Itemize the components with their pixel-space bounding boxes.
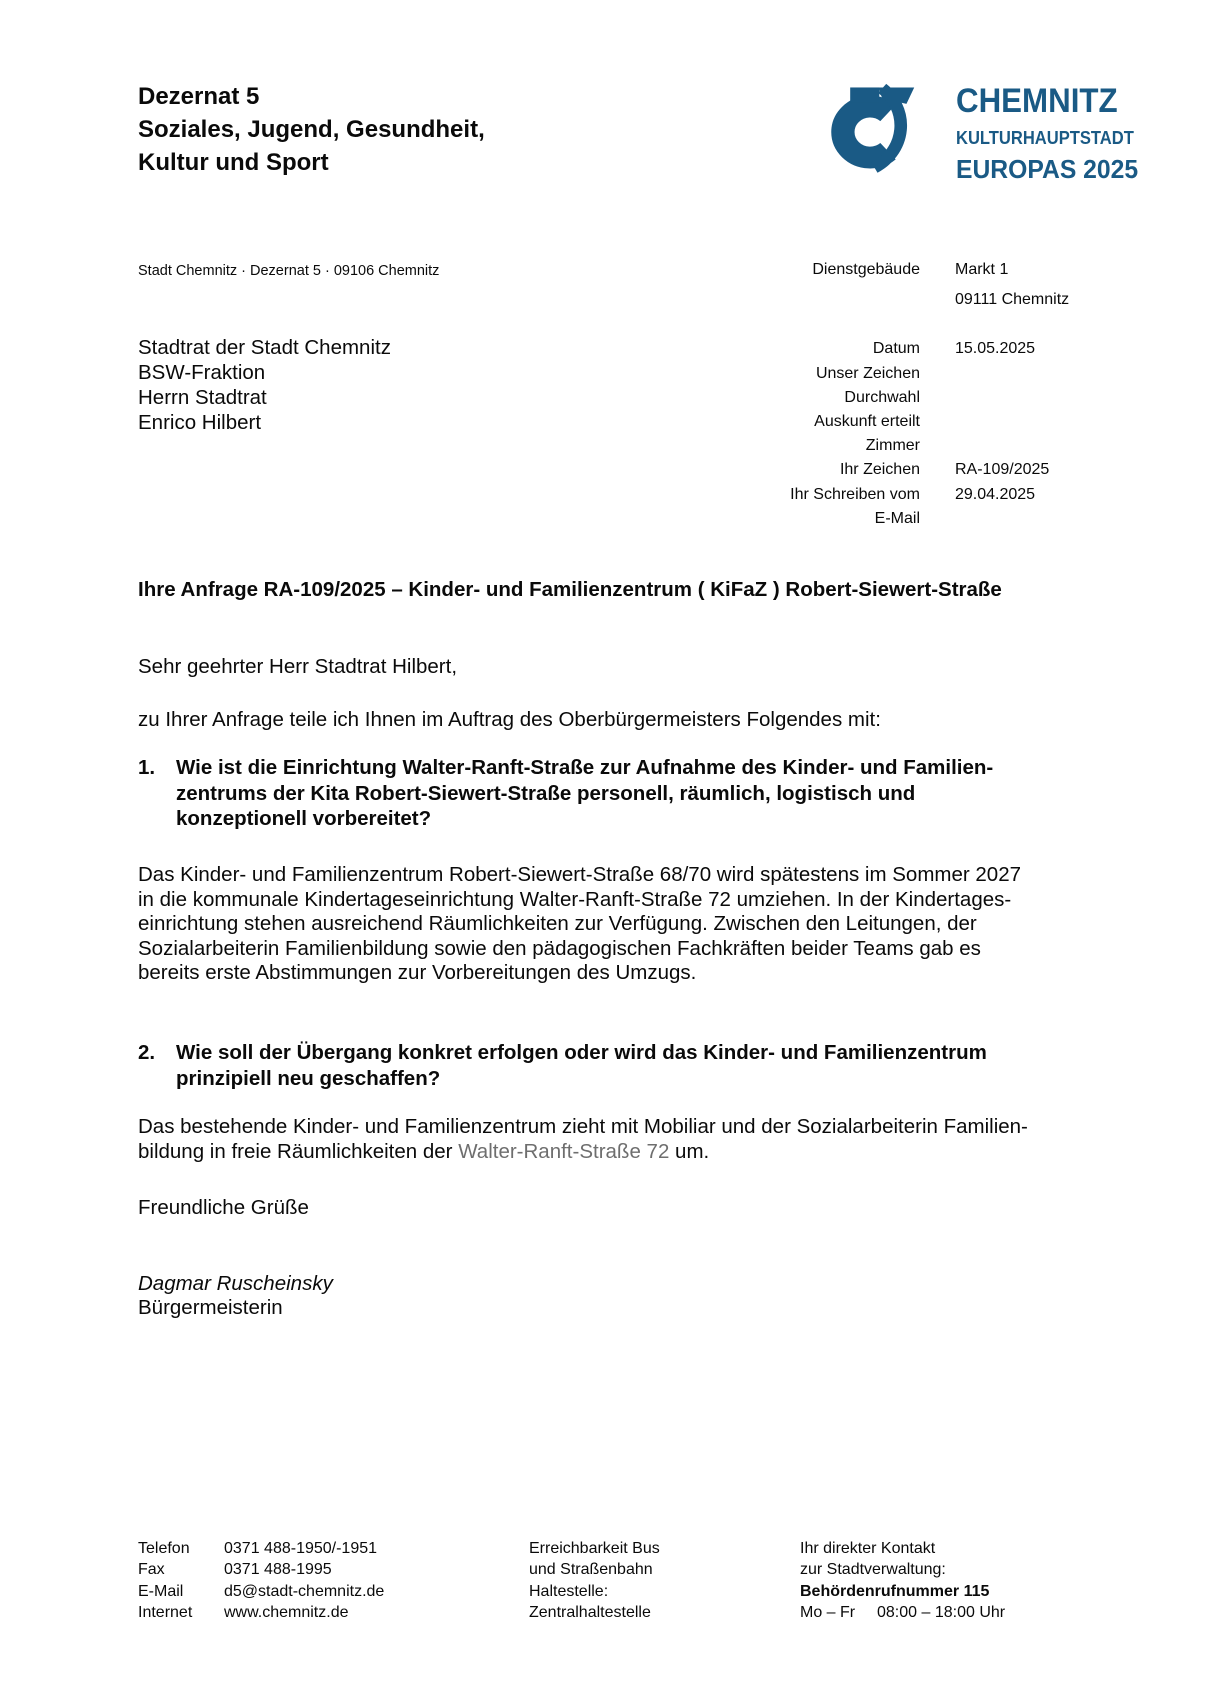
footer-direct-contact-column <box>800 1538 1005 1623</box>
footer-website-value: www.chemnitz.de <box>224 1603 349 1621</box>
info-row <box>640 258 1100 282</box>
logo-subtitle-europas-2025: EUROPAS 2025 <box>956 154 1139 184</box>
footer-transit-line: Zentralhaltestelle <box>529 1603 651 1621</box>
department-header <box>138 80 485 179</box>
question-1-line: Wie ist die Einrichtung Walter-Ranft-Straße zur Aufnahme des Kinder- und Familien- <box>176 756 994 779</box>
info-label: E-Mail <box>874 509 920 527</box>
info-row <box>640 507 1100 531</box>
info-row <box>640 410 1100 434</box>
salutation: Sehr geehrter Herr Stadtrat Hilbert, <box>138 655 458 678</box>
info-label: Datum <box>872 340 920 358</box>
footer-direct-line: zur Stadtverwaltung: <box>800 1561 946 1579</box>
footer-contact-label: Fax <box>138 1561 165 1579</box>
footer-phone-value: 0371 488-1950/-1951 <box>224 1540 378 1557</box>
footer-contact-row <box>138 1559 384 1580</box>
answer-1-line: bereits erste Abstimmungen zur Vorbereitungen des Umzugs. <box>138 961 697 985</box>
footer-contact-label: E-Mail <box>138 1582 184 1600</box>
footer-transit-line: und Straßenbahn <box>529 1561 653 1579</box>
answer-2 <box>138 1115 1138 1164</box>
info-row <box>640 458 1100 482</box>
info-row <box>640 434 1100 458</box>
info-value: 29.04.2025 <box>955 485 1036 503</box>
question-1-line: konzeptionell vorbereitet? <box>176 807 432 830</box>
recipient-block <box>138 335 391 435</box>
recipient-line: Stadtrat der Stadt Chemnitz <box>138 336 391 359</box>
footer-contact-label: Telefon <box>138 1540 190 1557</box>
footer-fax-value: 0371 488-1995 <box>224 1561 332 1579</box>
footer-contact-row <box>138 1538 384 1559</box>
question-1-line: zentrums der Kita Robert-Siewert-Straße personell, räumlich, logistisch und <box>176 781 916 805</box>
signature-name: Dagmar Ruscheinsky <box>138 1272 333 1295</box>
department-line: Dezernat 5 <box>138 83 260 110</box>
info-row <box>640 362 1100 386</box>
info-row <box>640 483 1100 507</box>
intro-paragraph: zu Ihrer Anfrage teile ich Ihnen im Auftrag des Oberbürgermeisters Folgendes mit: <box>138 708 881 731</box>
info-value: 09111 Chemnitz <box>955 291 1070 309</box>
answer-2-text: um. <box>669 1139 710 1163</box>
footer-direct-line: Ihr direkter Kontakt <box>800 1540 936 1557</box>
footer-contact-row <box>138 1602 384 1623</box>
department-line: Kultur und Sport <box>138 149 329 176</box>
answer-2-text: bildung in freie Räumlichkeiten der <box>138 1139 459 1163</box>
department-line: Soziales, Jugend, Gesundheit, <box>138 116 485 143</box>
info-label: Dienstgebäude <box>812 261 920 279</box>
question-2-line: Wie soll der Übergang konkret erfolgen oder wird das Kinder- und Familienzentrum <box>176 1041 987 1064</box>
answer-1-line: einrichtung stehen ausreichend Räumlichkeiten zur Verfügung. Zwischen den Leitungen, der <box>138 912 977 936</box>
footer-contact-column <box>138 1538 384 1623</box>
question-2 <box>138 1040 1118 1091</box>
info-value: RA-109/2025 <box>955 461 1050 479</box>
answer-2-highlight-address: Walter-Ranft-Straße 72 <box>458 1139 670 1163</box>
footer-hours-row <box>800 1602 1005 1623</box>
footer-hours-days: Mo – Fr <box>800 1603 856 1621</box>
question-2-line: prinzipiell neu geschaffen? <box>176 1066 441 1090</box>
footer-transit-line: Haltestelle: <box>529 1582 609 1600</box>
closing-greeting: Freundliche Grüße <box>138 1196 309 1219</box>
answer-1-line: Sozialarbeiterin Familienbildung sowie den pädagogischen Fachkräften beider Teams gab es <box>138 936 981 960</box>
info-label: Unser Zeichen <box>815 364 920 382</box>
info-value: Markt 1 <box>955 261 1009 279</box>
answer-1 <box>138 863 1138 986</box>
info-value: 15.05.2025 <box>955 340 1036 358</box>
recipient-line: Herrn Stadtrat <box>138 386 267 409</box>
answer-2-line <box>138 1140 1138 1165</box>
footer-hours-time: 08:00 – 18:00 Uhr <box>877 1603 1006 1621</box>
footer-hotline: Behördenrufnummer 115 <box>800 1582 990 1600</box>
footer-transit-column <box>529 1538 660 1623</box>
question-1 <box>138 755 1118 832</box>
info-label: Ihr Schreiben vom <box>790 485 920 503</box>
chemnitz-logo-icon <box>824 82 921 173</box>
signature-role: Bürgermeisterin <box>138 1296 283 1319</box>
letter-info-block <box>640 258 1100 531</box>
question-2-number: 2. <box>138 1041 156 1064</box>
chemnitz-logo-text <box>956 84 1149 183</box>
logo-title: CHEMNITZ <box>956 82 1118 120</box>
answer-1-line: Das Kinder- und Familienzentrum Robert-Siewert-Straße 68/70 wird spätestens im Sommer 2027 <box>138 863 1022 886</box>
info-row <box>640 386 1100 410</box>
logo-subtitle-kulturhauptstadt: KULTURHAUPTSTADT <box>956 128 1134 148</box>
info-row <box>640 288 1100 312</box>
info-label: Ihr Zeichen <box>839 461 920 479</box>
recipient-line: Enrico Hilbert <box>138 411 262 434</box>
info-label: Zimmer <box>865 437 920 455</box>
footer-transit-line: Erreichbarkeit Bus <box>529 1540 660 1557</box>
signature-block <box>138 1272 333 1320</box>
footer-email-value: d5@stadt-chemnitz.de <box>224 1582 385 1600</box>
footer-contact-label: Internet <box>138 1603 193 1621</box>
info-label: Auskunft erteilt <box>814 413 920 431</box>
sender-address-line: Stadt Chemnitz · Dezernat 5 · 09106 Chemnitz <box>138 263 440 279</box>
answer-1-line: in die kommunale Kindertageseinrichtung Walter-Ranft-Straße 72 umziehen. In der Kindertages- <box>138 887 1012 911</box>
subject-line: Ihre Anfrage RA-109/2025 – Kinder- und Familienzentrum ( KiFaZ ) Robert-Siewert-Straße <box>138 578 1002 601</box>
question-1-number: 1. <box>138 756 156 779</box>
info-row <box>640 337 1100 361</box>
answer-2-line: Das bestehende Kinder- und Familienzentrum zieht mit Mobiliar und der Sozialarbeiterin Familien- <box>138 1115 1028 1138</box>
footer-contact-row <box>138 1581 384 1602</box>
info-label: Durchwahl <box>844 388 920 406</box>
recipient-line: BSW-Fraktion <box>138 361 266 384</box>
